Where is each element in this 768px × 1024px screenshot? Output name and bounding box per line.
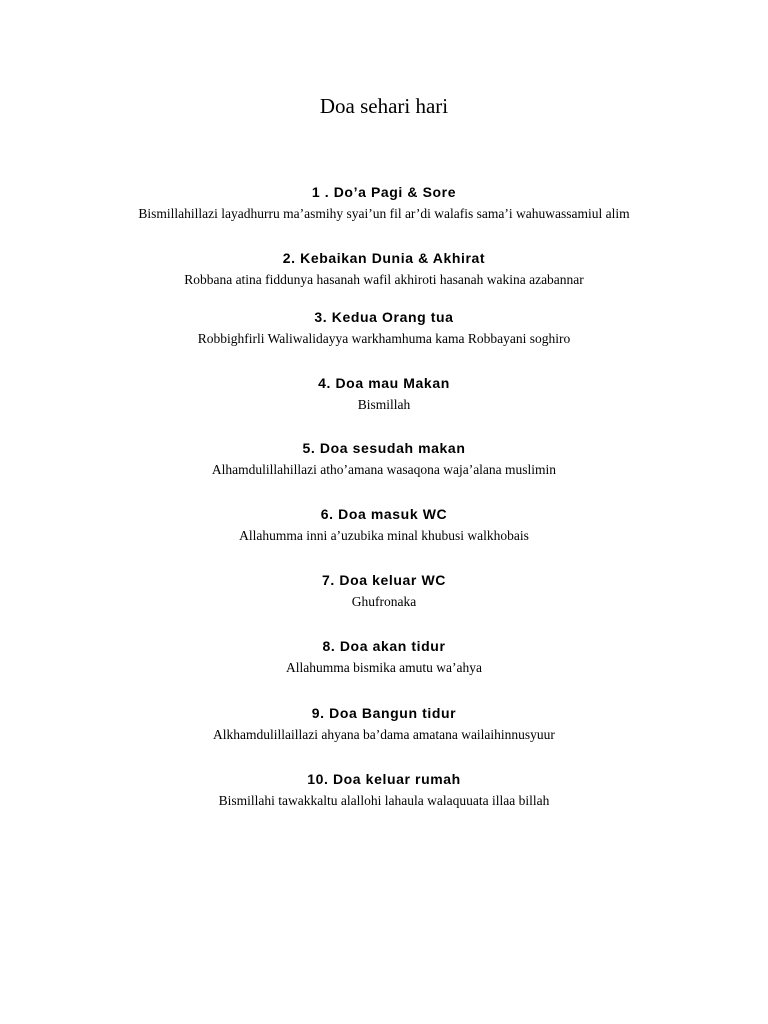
section-heading: 6. Doa masuk WC [320,506,448,522]
section-text: Alhamdulillahillazi atho’amana wasaqona waja’alana muslimin [211,462,557,477]
section-heading: 3. Kedua Orang tua [314,309,454,325]
section-text: Allahumma inni a’uzubika minal khubusi walkhobais [239,528,529,543]
section-heading: 10. Doa keluar rumah [307,771,461,787]
prayer-section [0,637,768,677]
prayer-section [0,374,768,414]
section-text: Ghufronaka [351,594,417,609]
section-text: Bismillah [357,397,411,412]
section-text: Alkhamdulillaillazi ahyana ba’dama amatana wailaihinnusyuur [213,727,555,742]
section-heading: 4. Doa mau Makan [318,375,450,391]
prayer-section [0,308,768,348]
section-heading: 2. Kebaikan Dunia & Akhirat [282,250,486,266]
section-heading: 9. Doa Bangun tidur [311,705,457,721]
section-text: Robbighfirli Waliwalidayya warkhamhuma kama Robbayani soghiro [197,331,571,346]
page-title: Doa sehari hari [319,94,449,118]
prayer-section [0,439,768,479]
section-heading: 5. Doa sesudah makan [302,440,466,456]
prayer-section [0,770,768,810]
prayer-section [0,571,768,611]
prayer-section [0,249,768,289]
prayer-section [0,505,768,545]
prayer-section [0,183,768,223]
prayer-section [0,704,768,744]
section-heading: 8. Doa akan tidur [322,638,446,654]
section-heading: 7. Doa keluar WC [322,572,446,588]
section-text: Robbana atina fiddunya hasanah wafil akhiroti hasanah wakina azabannar [184,272,584,287]
section-text: Bismillahillazi layadhurru ma’asmihy syai’un fil ar’di walafis sama’i wahuwassamiul alim [138,206,630,221]
section-text: Bismillahi tawakkaltu alallohi lahaula walaquuata illaa billah [218,793,550,808]
section-text: Allahumma bismika amutu wa’ahya [285,660,483,675]
section-heading: 1 . Do’a Pagi & Sore [311,184,457,200]
